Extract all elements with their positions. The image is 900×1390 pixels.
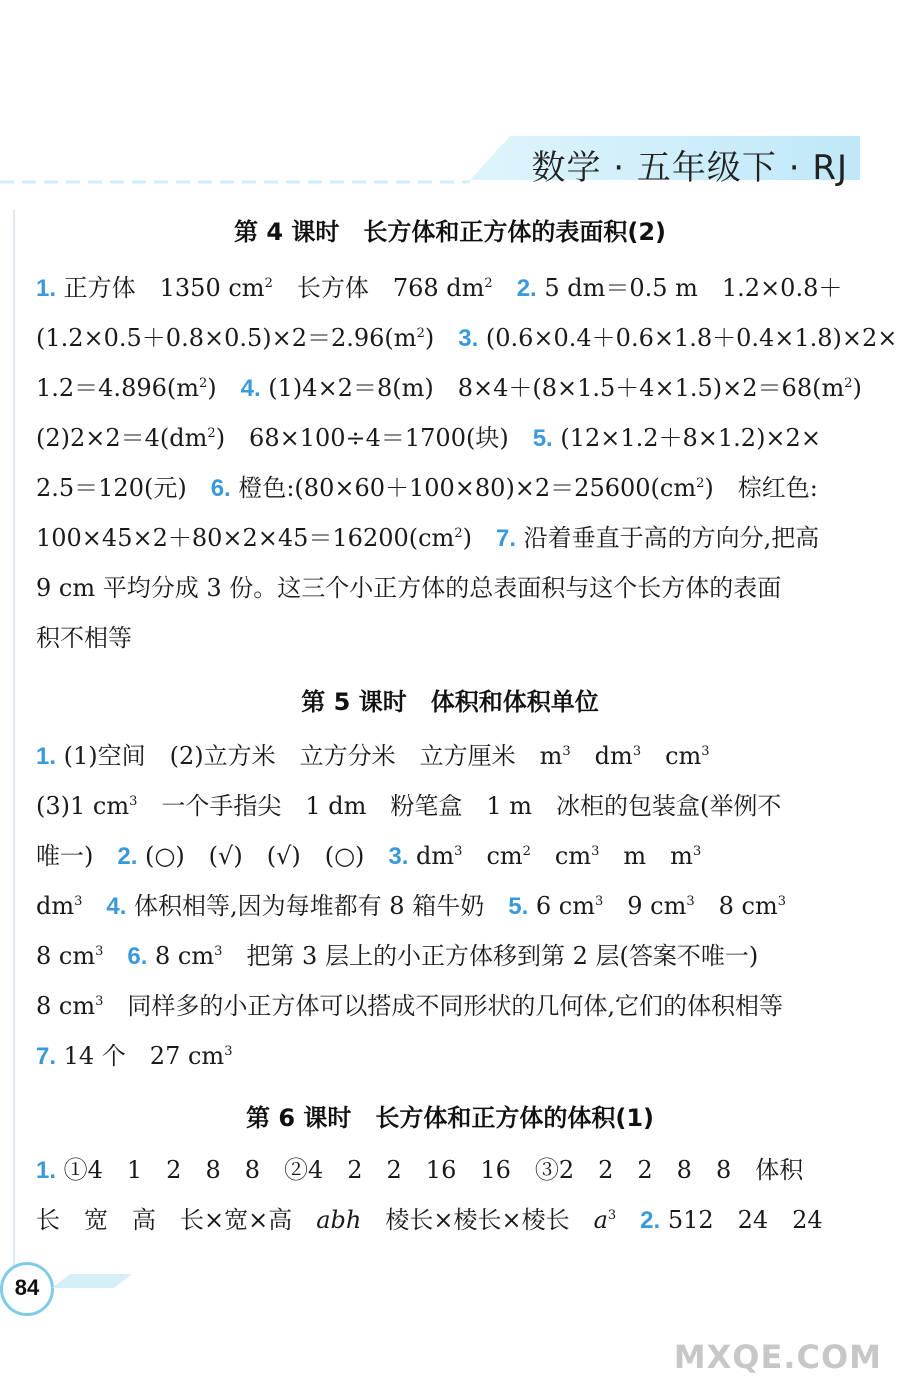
answer-line: $(1.2\times 0.5+0.8\times 0.5)\times 2=2.96(m^2)$ 3. (0.6×0.4＋0.6×1.8＋0.4×1.8)×2× bbox=[36, 324, 898, 352]
answer-line: 积不相等 bbox=[36, 624, 132, 652]
answer-line: $(2)2\times 2=4(dm^2)$ 68×100÷4＝1700(块) 5. (12×1.2＋8×1.2)×2× bbox=[36, 424, 821, 452]
answer-line: $1.2=4.896(m^2)$ 4. (1)4×2＝8(m) $8\times 4+(8\times 1.5+4\times 1.5)\times 2=68(m^2)$ bbox=[36, 374, 862, 402]
answer-line: 1. 正方体 1350 $cm^2$ 长方体 768 $dm^2$ 2. 5 dm＝0.5 m 1.2×0.8＋ bbox=[36, 274, 843, 302]
watermark: MXQE.COM bbox=[673, 1338, 882, 1376]
answer-line: 1. (1)空间 (2)立方米 立方分米 立方厘米 $m^3$ $dm^3$ $cm^3$ bbox=[36, 742, 710, 770]
answer-line: $100\times 45\times 2+80\times 2\times 45=16200(cm^2)$ 7. 沿着垂直于高的方向分,把高 bbox=[36, 524, 820, 552]
answer-line: 9 cm 平均分成 3 份。这三个小正方体的总表面积与这个长方体的表面 bbox=[36, 574, 782, 602]
answer-line: 长 宽 高 长×宽×高 abh 棱长×棱长×棱长 $a^3$ 2. 512 24 24 bbox=[36, 1206, 823, 1234]
page-number: 84 bbox=[0, 1262, 54, 1316]
answer-line: (3)1 $cm^3$ 一个手指尖 1 dm 粉笔盒 1 m 冰柜的包装盒(举例不 bbox=[36, 792, 782, 820]
answer-line: 1. ①4 1 2 8 8 ②4 2 2 16 16 ③2 2 2 8 8 体积 bbox=[36, 1156, 804, 1184]
answer-line: 唯一) 2. (○) (√) (√) (○) 3. $dm^3$ $cm^2$ $cm^3$ m $m^3$ bbox=[36, 842, 702, 870]
question-number: 1. bbox=[36, 275, 57, 302]
book-title: 数学 · 五年级下 · RJ bbox=[531, 148, 848, 188]
section-heading-lesson5: 第 5 课时 体积和体积单位 bbox=[301, 688, 599, 716]
answer-line: 8 $cm^3$ 6. 8 $cm^3$ 把第 3 层上的小正方体移到第 2 层(答案不唯一) bbox=[36, 942, 759, 970]
footer-decoration bbox=[52, 1270, 132, 1290]
answer-line: 8 $cm^3$ 同样多的小正方体可以搭成不同形状的几何体,它们的体积相等 bbox=[36, 992, 784, 1020]
answer-line: 7. 14 个 27 $cm^3$ bbox=[36, 1042, 233, 1070]
section-heading-lesson4: 第 4 课时 长方体和正方体的表面积(2) bbox=[233, 218, 667, 246]
answer-line: $dm^3$ 4. 体积相等,因为每堆都有 8 箱牛奶 5. 6 $cm^3$ 9 $cm^3$ 8 $cm^3$ bbox=[36, 892, 787, 920]
answer-line: 2.5＝120(元) 6. 橙色$:(80\times 60+100\times 80)\times 2=25600(cm^2)$ 棕红色: bbox=[36, 474, 818, 502]
section-heading-lesson6: 第 6 课时 长方体和正方体的体积(1) bbox=[245, 1104, 655, 1132]
